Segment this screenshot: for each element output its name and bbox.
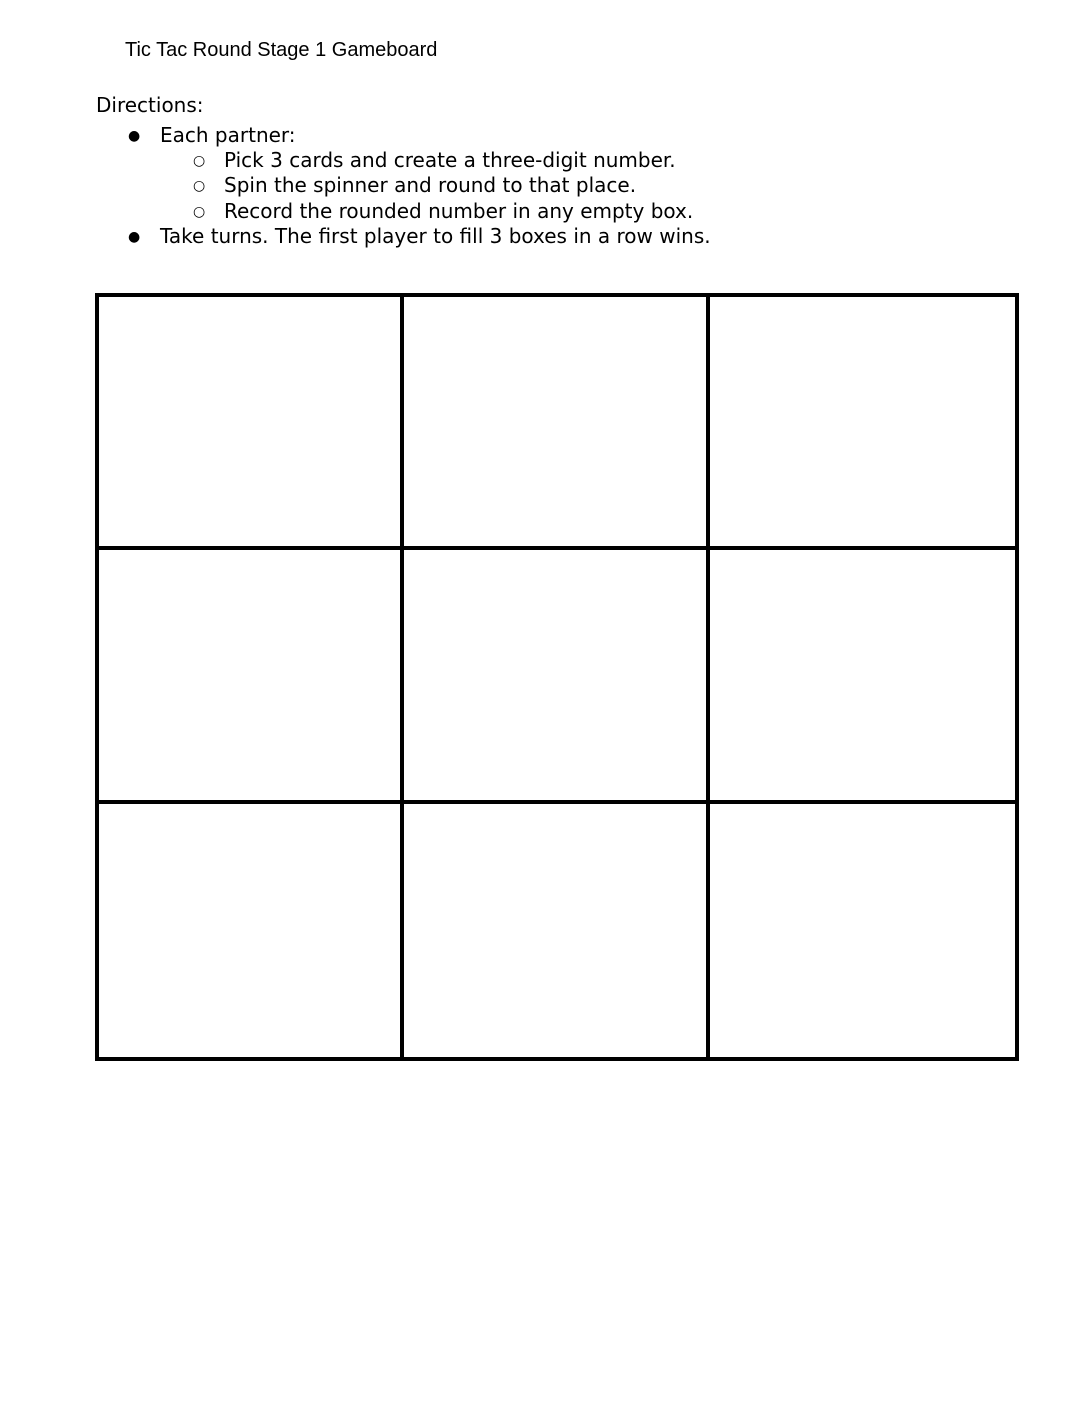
gameboard-cell[interactable]	[710, 804, 1015, 1057]
gameboard-cell[interactable]	[710, 297, 1015, 550]
tic-tac-toe-gameboard	[95, 293, 1019, 1061]
gameboard-cell[interactable]	[404, 297, 709, 550]
gameboard-cell[interactable]	[710, 550, 1015, 803]
direction-subitem-spin-spinner: Spin the spinner and round to that place.	[224, 173, 637, 197]
sub-bullet-marker: ○	[193, 153, 206, 169]
page-title: Tic Tac Round Stage 1 Gameboard	[125, 39, 438, 61]
directions-heading: Directions:	[96, 93, 204, 117]
gameboard-cell[interactable]	[404, 550, 709, 803]
direction-item-each-partner: Each partner:	[160, 123, 296, 147]
gameboard-cell[interactable]	[99, 804, 404, 1057]
sub-bullet-marker: ○	[193, 178, 206, 194]
gameboard-cell[interactable]	[99, 550, 404, 803]
direction-item-take-turns: Take turns. The first player to fill 3 boxes in a row wins.	[160, 224, 711, 248]
bullet-marker: ●	[128, 229, 141, 245]
bullet-marker: ●	[128, 128, 141, 144]
gameboard-cell[interactable]	[99, 297, 404, 550]
direction-subitem-record-number: Record the rounded number in any empty box.	[224, 199, 694, 223]
sub-bullet-marker: ○	[193, 204, 206, 220]
gameboard-cell[interactable]	[404, 804, 709, 1057]
direction-subitem-pick-cards: Pick 3 cards and create a three-digit number.	[224, 148, 676, 172]
